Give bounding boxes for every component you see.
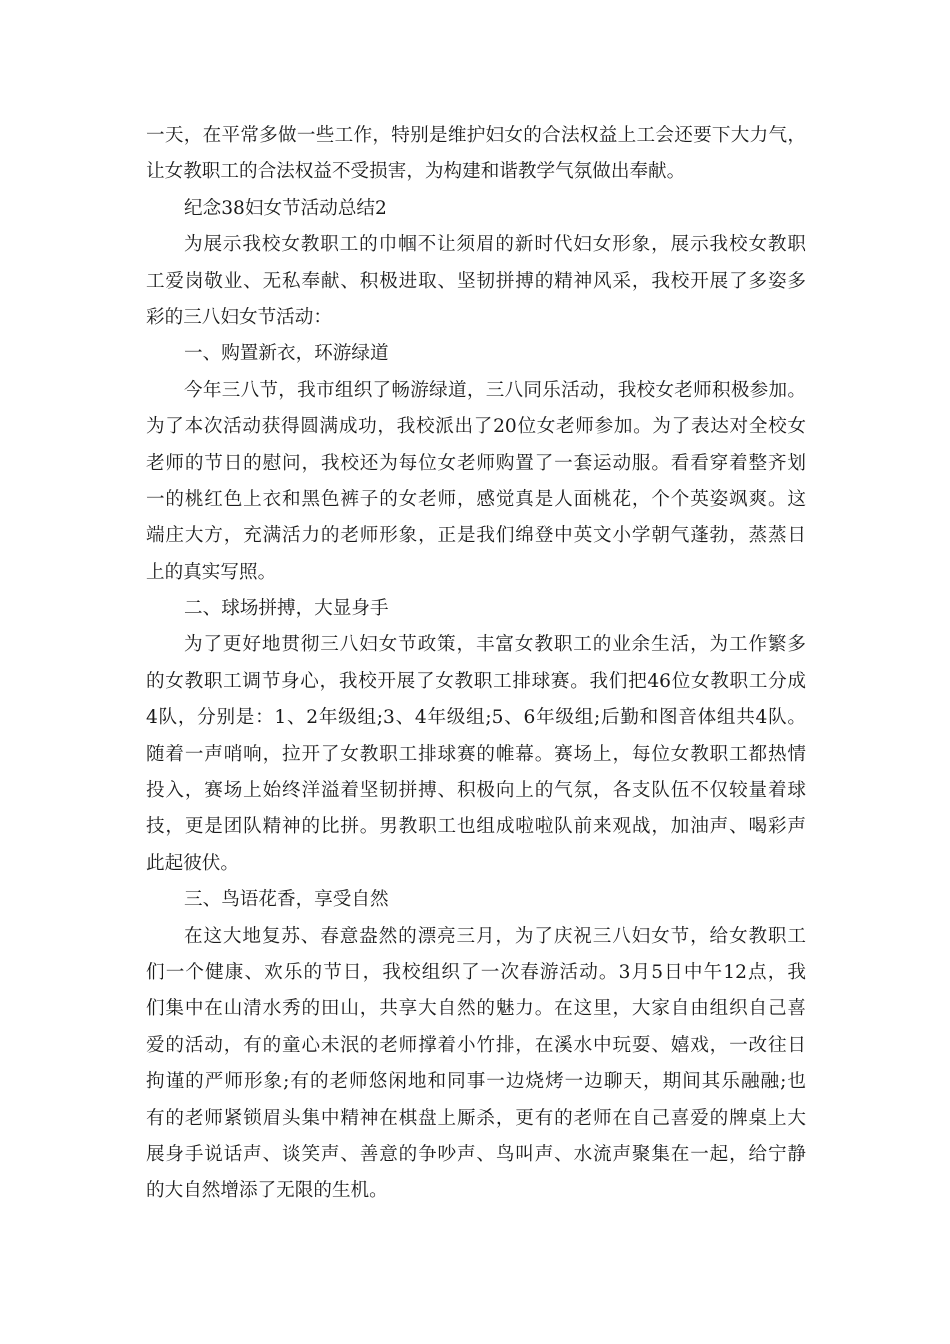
text-line: 上的真实写照。	[146, 561, 277, 583]
section-heading: 一、购置新衣，环游绿道	[184, 343, 389, 365]
text-line: 老师的节日的慰问，我校还为每位女老师购置了一套运动服。看看穿着整齐划	[146, 452, 806, 474]
text-line: 展身手说话声、谈笑声、善意的争吵声、鸟叫声、水流声聚集在一起，给宁静	[146, 1143, 806, 1165]
text-line: 一天，在平常多做一些工作，特别是维护妇女的合法权益上工会还要下大力气，	[146, 125, 806, 146]
text-line: 为展示我校女教职工的巾帼不让须眉的新时代妇女形象，展示我校女教职	[184, 234, 806, 256]
text-line: 在这大地复苏、春意盎然的漂亮三月，为了庆祝三八妇女节，给女教职工	[184, 925, 806, 947]
text-line: 让女教职工的合法权益不受损害，为构建和谐教学气氛做出奉献。	[146, 161, 686, 183]
text-line: 为了更好地贯彻三八妇女节政策，丰富女教职工的业余生活，为工作繁多	[184, 634, 806, 656]
document-body	[146, 118, 806, 1210]
text-line: 有的老师紧锁眉头集中精神在棋盘上厮杀，更有的老师在自己喜爱的牌桌上大	[146, 1107, 806, 1129]
text-line: 的女教职工调节身心，我校开展了女教职工排球赛。我们把46位女教职工分成	[146, 670, 806, 692]
text-line: 投入，赛场上始终洋溢着坚韧拼搏、积极向上的气氛，各支队伍不仅较量着球	[146, 780, 806, 802]
text-line: 彩的三八妇女节活动：	[146, 306, 332, 328]
text-line: 拘谨的严师形象;有的老师悠闲地和同事一边烧烤一边聊天，期间其乐融融;也	[146, 1071, 806, 1093]
text-line: 为了本次活动获得圆满成功，我校派出了20位女老师参加。为了表达对全校女	[146, 416, 806, 438]
text-line: 随着一声哨响，拉开了女教职工排球赛的帷幕。赛场上，每位女教职工都热情	[146, 743, 806, 765]
text-line: 一的桃红色上衣和黑色裤子的女老师，感觉真是人面桃花，个个英姿飒爽。这	[146, 488, 806, 510]
text-line: 端庄大方，充满活力的老师形象，正是我们绵登中英文小学朝气蓬勃，蒸蒸日	[146, 525, 806, 547]
text-line: 此起彼伏。	[146, 852, 239, 874]
text-line: 4队，分别是：1、2年级组;3、4年级组;5、6年级组;后勤和图音体组共4队。	[146, 707, 806, 729]
text-line: 爱的活动，有的童心未泯的老师撑着小竹排，在溪水中玩耍、嬉戏，一改往日	[146, 1034, 806, 1056]
text-line: 技，更是团队精神的比拼。男教职工也组成啦啦队前来观战，加油声、喝彩声	[146, 816, 806, 838]
text-line: 们一个健康、欢乐的节日，我校组织了一次春游活动。3月5日中午12点，我	[146, 961, 806, 983]
text-line: 工爱岗敬业、无私奉献、积极进取、坚韧拼搏的精神风采，我校开展了多姿多	[146, 270, 806, 292]
text-line: 们集中在山清水秀的田山，共享大自然的魅力。在这里，大家自由组织自己喜	[146, 998, 806, 1020]
section-title: 纪念38妇女节活动总结2	[184, 197, 387, 219]
text-line: 今年三八节，我市组织了畅游绿道，三八同乐活动，我校女老师积极参加。	[184, 379, 806, 401]
section-heading: 二、球场拼搏，大显身手	[184, 598, 389, 620]
text-line: 的大自然增添了无限的生机。	[146, 1180, 388, 1202]
section-heading: 三、鸟语花香，享受自然	[184, 889, 389, 911]
